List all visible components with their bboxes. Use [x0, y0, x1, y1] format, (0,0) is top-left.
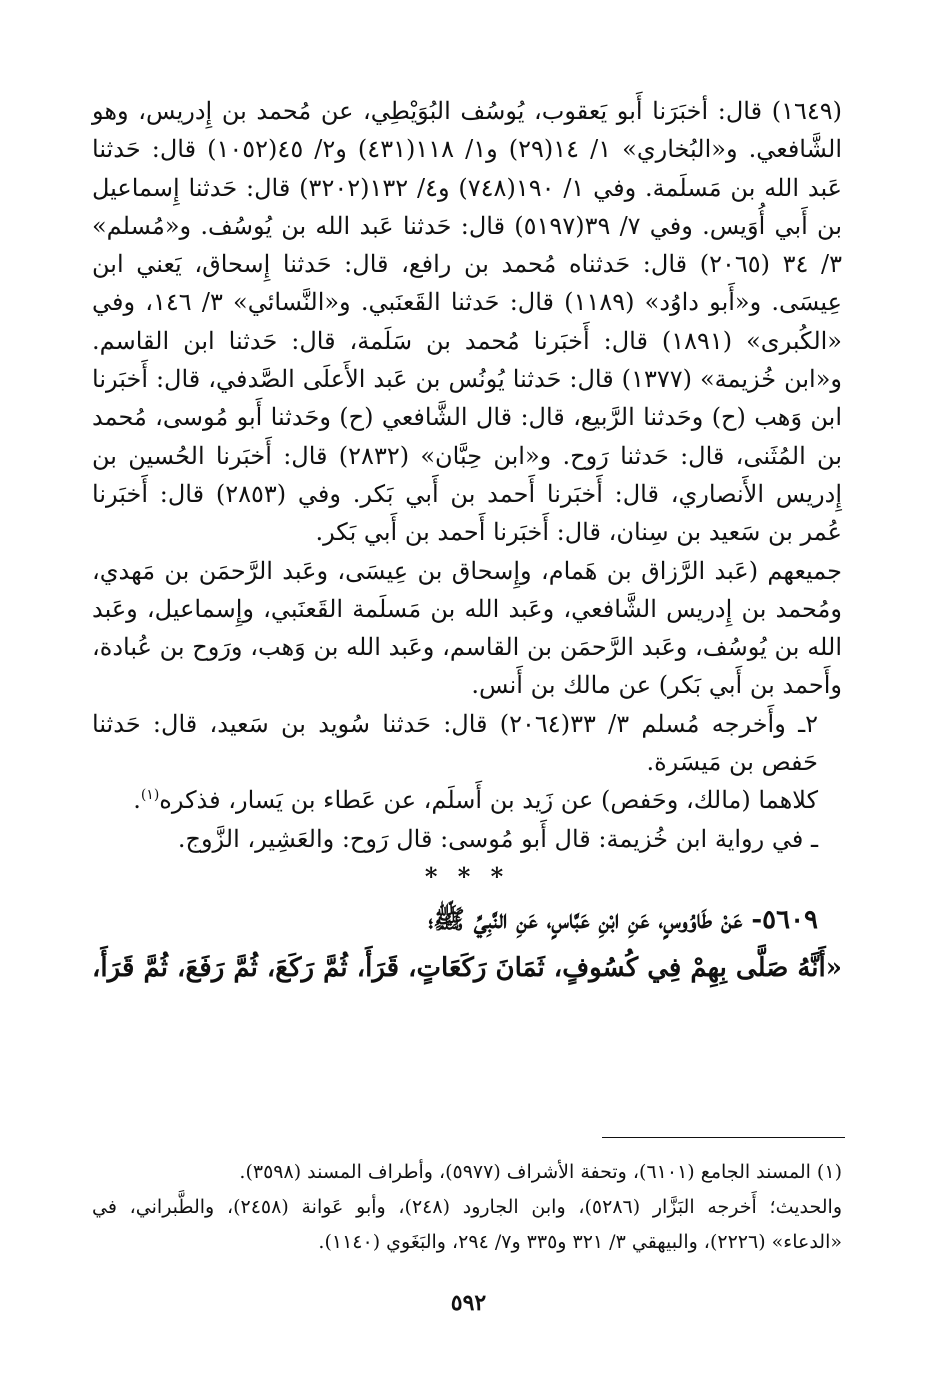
footnote-1: (١) المسند الجامع (٦١٠١)، وتحفة الأشراف (٥٩٧٧)، وأطراف المسند (٣٥٩٨).	[239, 1161, 842, 1183]
paragraph-kilahuma-text: كلاهما (مالك، وحَفص) عن زَيد بن أَسلَم، عن عَطاء بن يَسار، فذكره	[159, 786, 818, 815]
main-text	[92, 92, 842, 858]
paragraph-kilahuma: كلاهما (مالك، وحَفص) عن زَيد بن أَسلَم، عن عَطاء بن يَسار، فذكره$^{(١)}$.	[133, 786, 818, 815]
hadith-heading: ٥٦٠٩- عَنْ طَاوُوسٍ، عَنِ ابْنِ عَبَّاسٍ، عَنِ النَّبِيِّ ﷺ؛	[428, 904, 818, 935]
footnote-1-continuation: والحديث؛ أَخرجه البَزَّار (٥٢٨٦)، وابن الجارود (٢٤٨)، وأبو عَوانة (٢٤٥٨)، والطَّبراني، في «الدعاء» (٢٢٢٦)، والبيهقي ٣/ ٣٢١ و٣٣٥ و٧/ ٢٩٤، والبَغَوي (١١٤٠).	[92, 1196, 842, 1253]
footnote-reference[interactable]: (١)	[140, 787, 160, 804]
page-number: ٥٩٢	[450, 1290, 487, 1316]
footnote-separator	[602, 1137, 845, 1138]
page-body	[92, 92, 842, 992]
hadith-text	[92, 896, 842, 992]
hadith-matn: «أَنَّهُ صَلَّى بِهِمْ فِي كُسُوفٍ، ثَمَانَ رَكَعَاتٍ، قَرَأَ، ثُمَّ رَكَعَ، ثُمَّ رَفَعَ، ثُمَّ قَرَأَ،	[92, 952, 842, 983]
paragraph-jamiuhum: جميعهم (عَبد الرَّزاق بن هَمام، وإِسحاق بن عِيسَى، وعَبد الرَّحمَن بن مَهدي، ومُحمد بن إِدريس الشَّافعي، وعَبد الله بن مَسلَمة القَعنَبي، وإِسماعيل، وعَبد الله بن يُوسُف، وعَبد الرَّحمَن بن القاسم، وعَبد الله بن وَهب، ورَوح بن عُبادة، وأَحمد بن أَبي بَكر) عن مالك بن أَنس.	[92, 556, 842, 700]
paragraph-isnad: (١٦٤٩) قال: أخبَرَنا أَبو يَعقوب، يُوسُف البُوَيْطِي، عن مُحمد بن إِدريس، وهو الشَّافعي. و«البُخاري» ١/ ١٤(٢٩) و١/ ١١٨(٤٣١) و٢/ ٤٥(١٠٥٢) قال: حَدثنا عَبد الله بن مَسلَمة. وفي ١/ ١٩٠(٧٤٨) و٤/ ١٣٢(٣٢٠٢) قال: حَدثنا إِسماعيل بن أَبي أُوَيس. وفي ٧/ ٣٩(٥١٩٧) قال: حَدثنا عَبد الله بن يُوسُف. و«مُسلم» ٣/ ٣٤ (٢٠٦٥) قال: حَدثناه مُحمد بن رافع، قال: حَدثنا إِسحاق، يَعني ابن عِيسَى. و«أَبو داوُد» (١١٨٩) قال: حَدثنا القَعنَبي. و«النَّسائي» ٣/ ١٤٦، وفي «الكُبرى» (١٨٩١) قال: أَخبَرنا مُحمد بن سَلَمة، قال: حَدثنا ابن القاسم. و«ابن خُزيمة» (١٣٧٧) قال: حَدثنا يُونُس بن عَبد الأَعلَى الصَّدفي، قال: أَخبَرنا ابن وَهب (ح) وحَدثنا الرَّبيع، قال: قال الشَّافعي (ح) وحَدثنا أَبو مُوسى، مُحمد بن المُثَنى، قال: حَدثنا رَوح. و«ابن حِبَّان» (٢٨٣٢) قال: أَخبَرنا الحُسين بن إِدريس الأَنصاري، قال: أَخبَرنا أَحمد بن أَبي بَكر. وفي (٢٨٥٣) قال: أَخبَرنا عُمر بن سَعيد بن سِنان، قال: أَخبَرنا أَحمد بن أَبي بَكر.	[92, 97, 843, 547]
section-divider-stars: * * *	[424, 861, 510, 891]
paragraph-ibn-khuzayma-note: ـ في رواية ابن خُزيمة: قال أَبو مُوسى: قال رَوح: والعَشِير، الزَّوج.	[177, 824, 818, 853]
footnotes	[92, 1155, 842, 1260]
paragraph-second-route: ٢ـ وأَخرجه مُسلم ٣/ ٣٣(٢٠٦٤) قال: حَدثنا سُويد بن سَعيد، قال: حَدثنا حَفص بن مَيسَرة.	[92, 709, 818, 777]
